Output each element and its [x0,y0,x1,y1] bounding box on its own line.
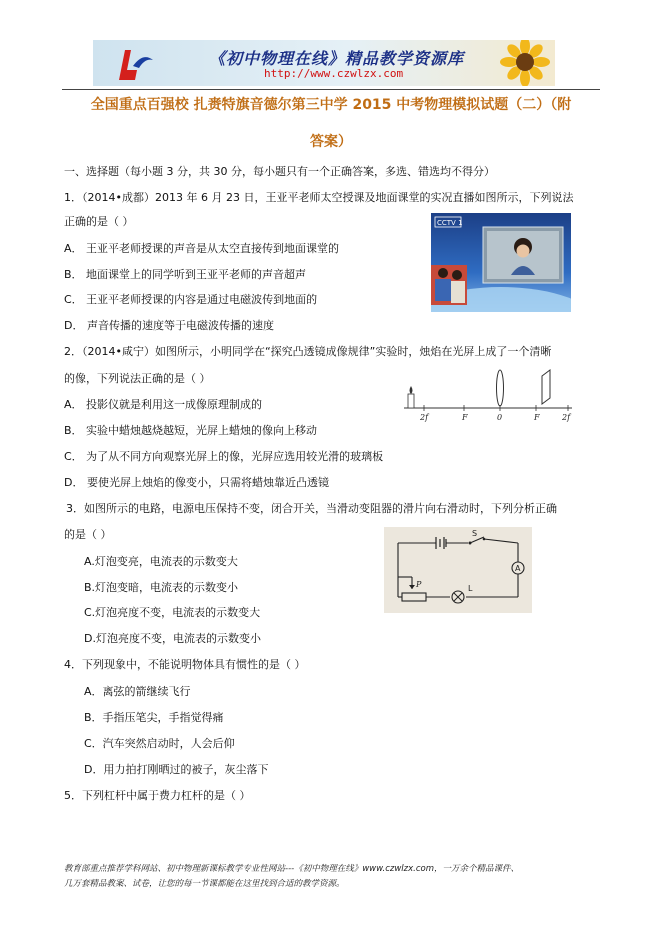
flame-icon [410,386,413,394]
header-banner [93,40,555,86]
q2-option-c: C． 为了从不同方向观察光屏上的像，光屏应选用较光滑的玻璃板 [64,450,384,463]
q1-broadcast-image [431,213,571,312]
banner-title: 《初中物理在线》精品教学资源库 [209,49,465,68]
q1-option-d: D． 声音传播的速度等于电磁波传播的速度 [64,319,274,332]
q3-option-a: A.灯泡变亮，电流表的示数变大 [84,555,238,568]
footer-line-2: 几万套精品教案、试卷，让您的每一节课都能在这里找到合适的教学资源。 [64,879,345,889]
q2-option-b: B． 实验中蜡烛越烧越短，光屏上蜡烛的像向上移动 [64,424,318,437]
convex-lens-icon [497,370,504,406]
header-divider [62,89,600,90]
slider-label: P [416,580,422,589]
section-heading: 一、选择题（每小题 3 分，共 30 分，每小题只有一个正确答案，多选、错选均不得分） [64,165,495,178]
q4-stem: 4．下列现象中，不能说明物体具有惯性的是（ ） [64,658,306,671]
q2-lens-diagram [402,366,574,422]
rheostat-icon [402,593,426,601]
light-screen-icon [542,370,550,404]
ammeter-label: A [515,564,521,573]
site-logo-icon [115,46,155,82]
q2-option-a: A． 投影仪就是利用这一成像原理制成的 [64,398,263,411]
q2-option-d: D． 要使光屏上烛焰的像变小，只需将蜡烛靠近凸透镜 [64,476,329,489]
page-title-line-2: 答案） [310,134,352,150]
axis-label-origin: 0 [497,413,503,422]
q3-option-b: B.灯泡变暗，电流表的示数变小 [84,581,239,594]
q1-option-b: B． 地面课堂上的同学听到王亚平老师的声音超声 [64,268,307,281]
lamp-icon [452,591,464,603]
q3-circuit-diagram [384,527,532,613]
q3-option-c: C.灯泡亮度不变，电流表的示数变大 [84,606,261,619]
page-title-line-1: 全国重点百强校 扎赉特旗音德尔第三中学 2015 中考物理模拟试题（二）（附 [90,97,572,113]
axis-label-f-right: F [534,413,540,422]
q3-option-d: D.灯泡亮度不变，电流表的示数变小 [84,632,261,645]
axis-label-f-left: F [462,413,468,422]
q1-option-a: A． 王亚平老师授课的声音是从太空直接传到地面课堂的 [64,242,340,255]
q3-stem-line-2: 的是（ ） [64,528,112,541]
candle-icon [408,394,414,408]
q4-option-b: B．手指压笔尖，手指觉得痛 [84,711,224,724]
footer-line-1: 教育部重点推荐学科网站、初中物理新课标教学专业性网站---《初中物理在线》www.czwlzx.com，一万余个精品课件、 [64,864,520,874]
q5-stem: 5．下列杠杆中属于费力杠杆的是（ ） [64,789,251,802]
q4-option-a: A．离弦的箭继续飞行 [84,685,191,698]
axis-label-2f-right: 2f [562,413,571,422]
switch-label: S [472,529,478,538]
tv-channel-logo: CCTV 1 [437,219,463,227]
lamp-label: L [468,584,473,593]
q1-stem-line-1: 1．（2014•成都）2013 年 6 月 23 日，王亚平老师太空授课及地面课堂的实况直播如图所示，下列说法 [64,191,574,204]
sunflower-icon [491,40,551,86]
q1-option-c: C． 王亚平老师授课的内容是通过电磁波传到地面的 [64,293,318,306]
q3-stem-line-1: 3．如图所示的电路，电源电压保持不变，闭合开关，当滑动变阻器的滑片向右滑动时，下列分析正确 [66,502,557,515]
q2-stem-line-1: 2．（2014•咸宁）如图所示，小明同学在“探究凸透镜成像规律”实验时，烛焰在光屏上成了一个清晰 [64,345,552,358]
axis-label-2f-left: 2f [420,413,429,422]
q1-stem-line-2: 正确的是（ ） [64,215,134,228]
q4-option-c: C．汽车突然启动时，人会后仰 [84,737,235,750]
q2-stem-line-2: 的像，下列说法正确的是（ ） [64,372,211,385]
q4-option-d: D．用力拍打刚晒过的被子，灰尘落下 [84,763,269,776]
banner-url: http://www.czwlzx.com [264,67,404,80]
